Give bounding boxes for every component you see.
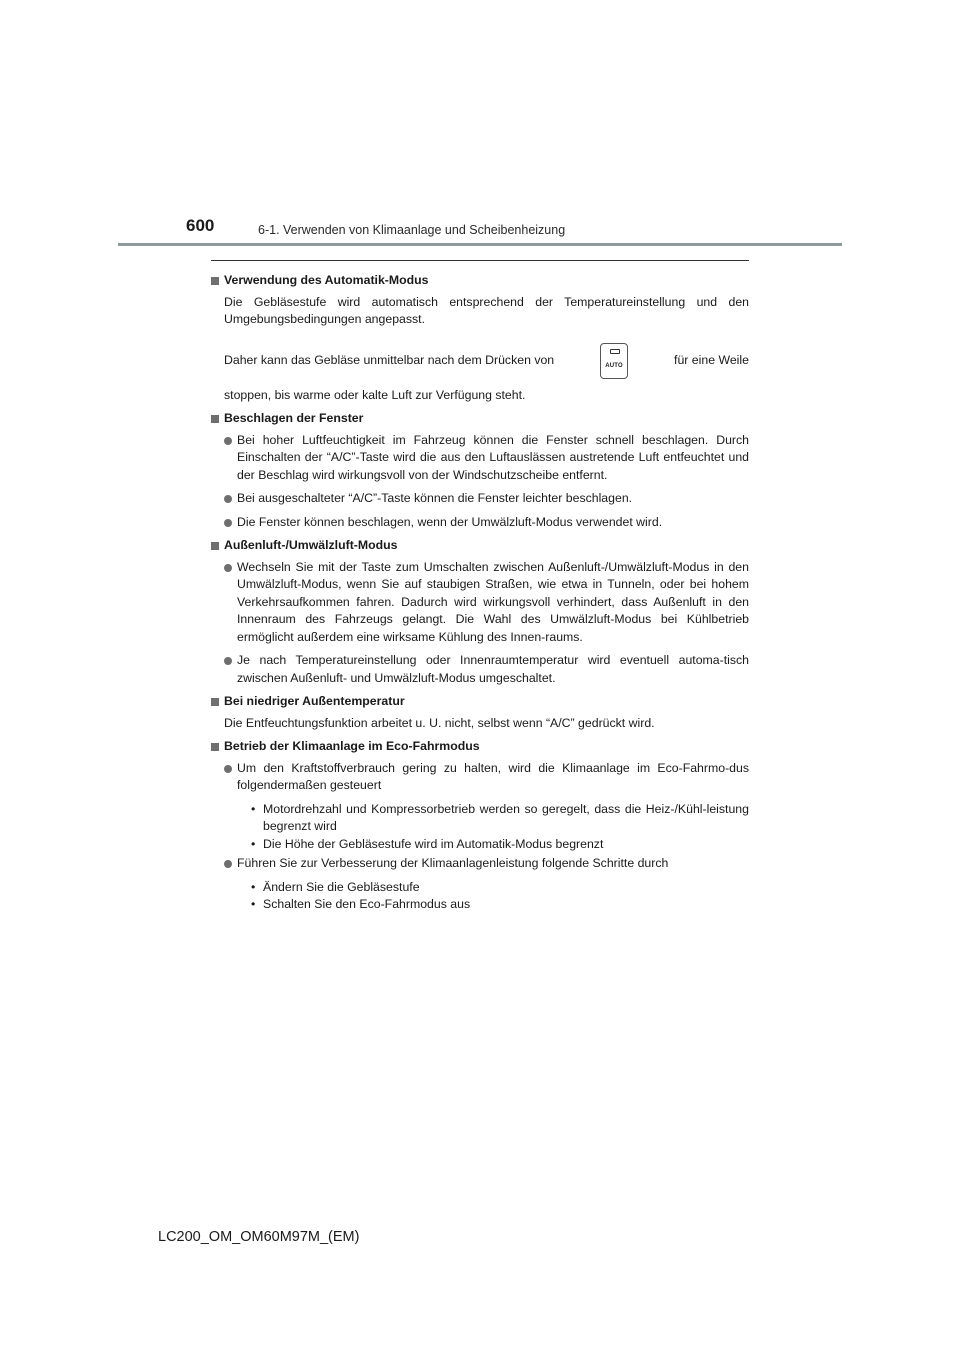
list-item	[224, 559, 749, 647]
section-heading-aussenluft	[211, 537, 749, 555]
sub-list-item-text: Motordrehzahl und Kompressorbetrieb werden so geregelt, dass die Heiz-/Kühl-leistung begrenzt wird	[263, 801, 749, 833]
list-item-text: Die Fenster können beschlagen, wenn der Umwälzluft-Modus verwendet wird.	[237, 514, 663, 529]
square-bullet-icon	[211, 743, 219, 751]
square-bullet-icon	[211, 277, 219, 285]
sub-list-item	[251, 896, 749, 914]
round-bullet-icon	[224, 657, 232, 665]
list-item	[224, 855, 749, 873]
heading-text: Verwendung des Automatik-Modus	[224, 273, 429, 287]
round-bullet-icon	[224, 519, 232, 527]
sub-list-item-text: Schalten Sie den Eco-Fahrmodus aus	[263, 897, 471, 911]
sub-bullet-marker: •	[251, 836, 256, 851]
round-bullet-icon	[224, 495, 232, 503]
paragraph-text: für eine Weile	[674, 352, 749, 367]
list-item-text: Um den Kraftstoffverbrauch gering zu halten, wird die Klimaanlage im Eco-Fahrmo-dus folgendermaßen gesteuert	[237, 760, 749, 792]
list-item-text: Führen Sie zur Verbesserung der Klimaanlagenleistung folgende Schritte durch	[237, 856, 669, 870]
auto-button-icon	[600, 343, 628, 379]
paragraph: stoppen, bis warme oder kalte Luft zur Verfügung steht.	[224, 387, 526, 402]
auto-button-label: AUTO	[605, 362, 623, 369]
paragraph: Die Gebläsestufe wird automatisch entsprechend der Temperatureinstellung und den Umgebungsbedingungen angepasst.	[224, 294, 749, 326]
round-bullet-icon	[224, 437, 232, 445]
sub-bullet-marker: •	[251, 897, 256, 911]
page-number: 600	[186, 216, 215, 235]
list-item	[224, 432, 749, 485]
chapter-title: 6-1. Verwenden von Klimaanlage und Scheibenheizung	[258, 223, 566, 237]
sub-list-item-text: Die Höhe der Gebläsestufe wird im Automatik-Modus begrenzt	[263, 836, 604, 851]
sub-list-item	[251, 801, 749, 836]
footer-doc-code: LC200_OM_OM60M97M_(EM)	[158, 1229, 360, 1245]
list-item-text: Bei ausgeschalteter “A/C”-Taste können die Fenster leichter beschlagen.	[237, 491, 633, 505]
section-rule	[211, 260, 749, 261]
heading-text: Außenluft-/Umwälzluft-Modus	[224, 538, 398, 552]
section-heading-beschlagen	[211, 410, 749, 428]
list-item-text: Wechseln Sie mit der Taste zum Umschalten zwischen Außenluft-/Umwälzluft-Modus in den Umwälzluft-Modus, wenn Sie auf staubigen Straßen, wie etwa in Tunneln, oder bei hohem Verkehrsaufkommen fahren. Dadurch wird wirkungsvoll verhindert, dass Außenluft in den Innenraum des Fahrzeugs gelangt. Die Wahl des Umwälzluft-Modus bei Kühlbetrieb ermöglicht außerdem eine wirksame Kühlung des Innen-raums.	[237, 559, 749, 644]
section-heading-eco	[211, 738, 749, 756]
sub-bullet-marker: •	[251, 801, 256, 816]
round-bullet-icon	[224, 765, 232, 773]
square-bullet-icon	[211, 542, 219, 550]
sub-list-item-text: Ändern Sie die Gebläsestufe	[263, 879, 420, 894]
list-item	[224, 490, 749, 508]
list-item	[224, 652, 749, 687]
square-bullet-icon	[211, 698, 219, 706]
main-content	[211, 268, 749, 914]
section-heading-niedrig	[211, 693, 749, 711]
heading-text: Beschlagen der Fenster	[224, 411, 364, 425]
square-bullet-icon	[211, 415, 219, 423]
list-item	[224, 760, 749, 795]
sub-list-item	[251, 836, 749, 854]
paragraph-text: Daher kann das Gebläse unmittelbar nach dem Drücken von	[224, 352, 555, 367]
paragraph: Die Entfeuchtungsfunktion arbeitet u. U. nicht, selbst wenn “A/C” gedrückt wird.	[224, 715, 655, 730]
sub-list-item	[251, 879, 749, 897]
list-item	[224, 514, 749, 532]
heading-text: Bei niedriger Außentemperatur	[224, 694, 405, 708]
round-bullet-icon	[224, 564, 232, 572]
header-rule	[118, 243, 842, 246]
heading-text: Betrieb der Klimaanlage im Eco-Fahrmodus	[224, 739, 480, 753]
sub-bullet-marker: •	[251, 879, 256, 894]
indicator-led-icon	[610, 349, 620, 354]
section-heading-automatik	[211, 272, 749, 290]
round-bullet-icon	[224, 860, 232, 868]
list-item-text: Bei hoher Luftfeuchtigkeit im Fahrzeug können die Fenster schnell beschlagen. Durch Einschalten der “A/C”-Taste wird die aus den Luftauslässen austretende Luft entfeuchtet und der Beschlag wird wirkungsvoll von der Windschutzscheibe entfernt.	[237, 432, 749, 482]
list-item-text: Je nach Temperatureinstellung oder Innenraumtemperatur wird eventuell automa-tisch zwischen Außenluft- und Umwälzluft-Modus umgeschaltet.	[237, 653, 749, 685]
auto-button-line	[224, 341, 749, 381]
